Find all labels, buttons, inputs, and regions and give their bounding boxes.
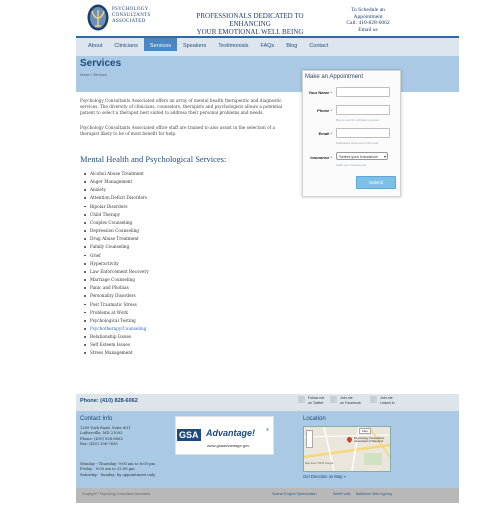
phone-hint: May be used for notification purposes xyxy=(336,119,380,122)
service-list-item: Bipolar Disorders xyxy=(84,203,149,211)
location-map[interactable] xyxy=(303,426,391,472)
hours-line: Monday - Thursday: 9:00 am to 8:00 pm xyxy=(80,462,156,466)
logo-line: CONSULTANTS xyxy=(112,13,151,18)
service-list-item: Drug Abuse Treatment xyxy=(84,235,149,243)
page-banner xyxy=(76,56,459,92)
service-list-item: Personality Disorders xyxy=(84,292,149,300)
footer-phone: Phone: (410) 828-6062 xyxy=(80,398,138,404)
gsa-url: www.gsaadvantage.gov xyxy=(207,443,250,448)
service-list-item: Depression Counseling xyxy=(84,227,149,235)
service-list-item: Alcohol Abuse Treatment xyxy=(84,170,149,178)
service-list-item: Psychological Testing xyxy=(84,317,149,325)
service-list-item[interactable]: Psychotherapy/Counseling xyxy=(84,325,149,333)
service-list-item: Couples Counseling xyxy=(84,219,149,227)
map-type-select[interactable]: Map xyxy=(359,428,371,434)
chevron-down-icon: ▾ xyxy=(383,154,386,159)
service-list-item: Law Enforcement Recovery xyxy=(84,268,149,276)
nav-item-about[interactable]: About xyxy=(88,43,103,49)
twitter-link[interactable] xyxy=(308,396,324,405)
service-list-item: Hyperactivity xyxy=(84,260,149,268)
map-attribution: Map data ©2012 Google xyxy=(305,462,334,465)
service-list-item: Child Therapy xyxy=(84,211,149,219)
gsa-logo: GSA xyxy=(179,430,199,440)
service-list-item: Panic and Phobias xyxy=(84,284,149,292)
service-list-item: Relationship Issues xyxy=(84,333,149,341)
contact-info xyxy=(80,426,131,448)
services-heading: Mental Health and Psychological Services: xyxy=(80,154,227,164)
email-link[interactable]: Email us xyxy=(358,26,378,33)
phone-input[interactable] xyxy=(336,105,390,115)
insurance-label: Insurance * xyxy=(310,155,332,160)
nav-item-services[interactable]: Services xyxy=(144,38,177,51)
tagline-line: PROFESSIONALS DEDICATED TO ENHANCING xyxy=(196,12,304,28)
logo-wordmark[interactable] xyxy=(112,7,151,25)
services-list xyxy=(84,170,149,358)
get-directions-link[interactable]: Get Direction on Map » xyxy=(303,474,347,479)
tagline-line: YOUR EMOTIONAL WELL BEING xyxy=(196,28,304,36)
linkedin-link[interactable] xyxy=(380,396,395,405)
service-list-item: Problems at Work xyxy=(84,309,149,317)
logo-icon[interactable] xyxy=(87,4,109,31)
phone-label: Phone * xyxy=(317,108,332,113)
appointment-phone[interactable]: Call: 410-828-6062 xyxy=(346,20,390,26)
insurance-select-value: Select your Insurance xyxy=(339,154,378,159)
email-hint: Notifications will be sent to this email xyxy=(336,142,379,145)
form-title: Make an Appointment xyxy=(305,74,364,80)
name-label: Your Name * xyxy=(308,90,332,95)
logo-line: PSYCHOLOGY xyxy=(112,7,149,12)
submit-button[interactable]: Submit xyxy=(356,176,396,189)
map-zoom-control[interactable] xyxy=(306,430,313,448)
appointment-line: Appointment xyxy=(353,13,383,20)
contact-phone: Phone: (410) 828-6062 xyxy=(80,436,123,441)
linkedin-icon[interactable] xyxy=(370,396,377,403)
location-heading: Location xyxy=(303,416,326,422)
main-nav xyxy=(76,36,459,56)
nav-item-speakers[interactable]: Speakers xyxy=(183,43,207,49)
service-list-item: Grief xyxy=(84,252,149,260)
email-label: Email * xyxy=(318,131,332,136)
service-list-item: Marriage Counseling xyxy=(84,276,149,284)
social-line: Linked In xyxy=(380,400,395,405)
trademark-mark: ® xyxy=(266,427,269,432)
service-list-item: Anger Management xyxy=(84,178,149,186)
social-line: on Twitter xyxy=(308,400,324,405)
appointment-line: To Schedule an xyxy=(351,7,385,13)
gsa-advantage-wordmark: Advantage! xyxy=(206,428,256,438)
map-pin-label: Psychology Consultants Associated of Maryland xyxy=(354,436,384,444)
insurance-hint: Select your insurance plan xyxy=(336,164,367,167)
logo-line: ASSOCIATED xyxy=(112,19,146,24)
contact-heading: Contact Info xyxy=(80,416,113,422)
social-line: Follow me xyxy=(308,396,325,400)
name-input[interactable] xyxy=(336,87,390,97)
service-list-item: Post Traumatic Stress xyxy=(84,301,149,309)
appointment-contact xyxy=(338,7,398,33)
office-hours xyxy=(80,462,155,478)
address-line: 1205 York Road, Suite #21 xyxy=(80,426,131,430)
address-line: Lutherville, MD 21093 xyxy=(80,431,123,436)
nav-item-contact[interactable]: Contact xyxy=(309,43,329,49)
service-list-item: Family Counseling xyxy=(84,243,149,251)
twitter-icon[interactable] xyxy=(298,396,305,403)
insurance-select[interactable] xyxy=(336,152,388,160)
contact-fax: Fax: (410) 296-7630 xyxy=(80,442,118,447)
nav-item-clinicians[interactable]: Clinicians xyxy=(114,43,138,49)
email-input[interactable] xyxy=(336,128,390,138)
intro-paragraph: Psychology Consultants Associated offers an array of mental health therapeutic and diagnostic services. The diversity of clinicians, counselors, therapists and psychologists allows a potential patient to select a therapist best suited to address their personal problems and needs. xyxy=(80,98,283,115)
page-title: Services xyxy=(80,58,122,69)
facebook-link[interactable] xyxy=(340,396,361,405)
social-line: Join me xyxy=(380,396,393,400)
nav-item-faqs[interactable]: FAQs xyxy=(260,43,275,49)
social-line: on Facebook xyxy=(340,400,361,405)
tagline xyxy=(175,12,325,36)
nav-item-testimonials[interactable]: Testimonials xyxy=(218,43,249,49)
service-list-item: Self Esteem Issues xyxy=(84,341,149,349)
footer-link-seo[interactable]: Search Engine Optimization xyxy=(272,492,317,496)
facebook-icon[interactable] xyxy=(330,396,337,403)
footer-link-baltimore-web-agency[interactable]: Baltimore Web Agency xyxy=(356,492,393,496)
intro-paragraph: Psychology Consultants Associated office staff are trained to also assist in the selection of a therapist likely to be of most benefit for help. xyxy=(80,125,275,136)
footer-link-webfronts[interactable]: WebFronts xyxy=(333,492,351,496)
social-line: Join me xyxy=(340,396,353,400)
hours-line: Friday - 9:00 am to 12:00 pm xyxy=(80,467,135,472)
hours-line: Saturday - Sunday: by appointment only xyxy=(80,472,156,477)
service-list-item: Anxiety xyxy=(84,186,149,194)
breadcrumb[interactable]: Home » Services xyxy=(80,73,107,77)
nav-item-blog[interactable]: Blog xyxy=(286,43,298,49)
service-list-item: Stress Management xyxy=(84,349,149,357)
service-list-item: Attention Deficit Disorders xyxy=(84,194,149,202)
copyright: Copyright © Psychology Consultants Associated xyxy=(82,492,151,496)
